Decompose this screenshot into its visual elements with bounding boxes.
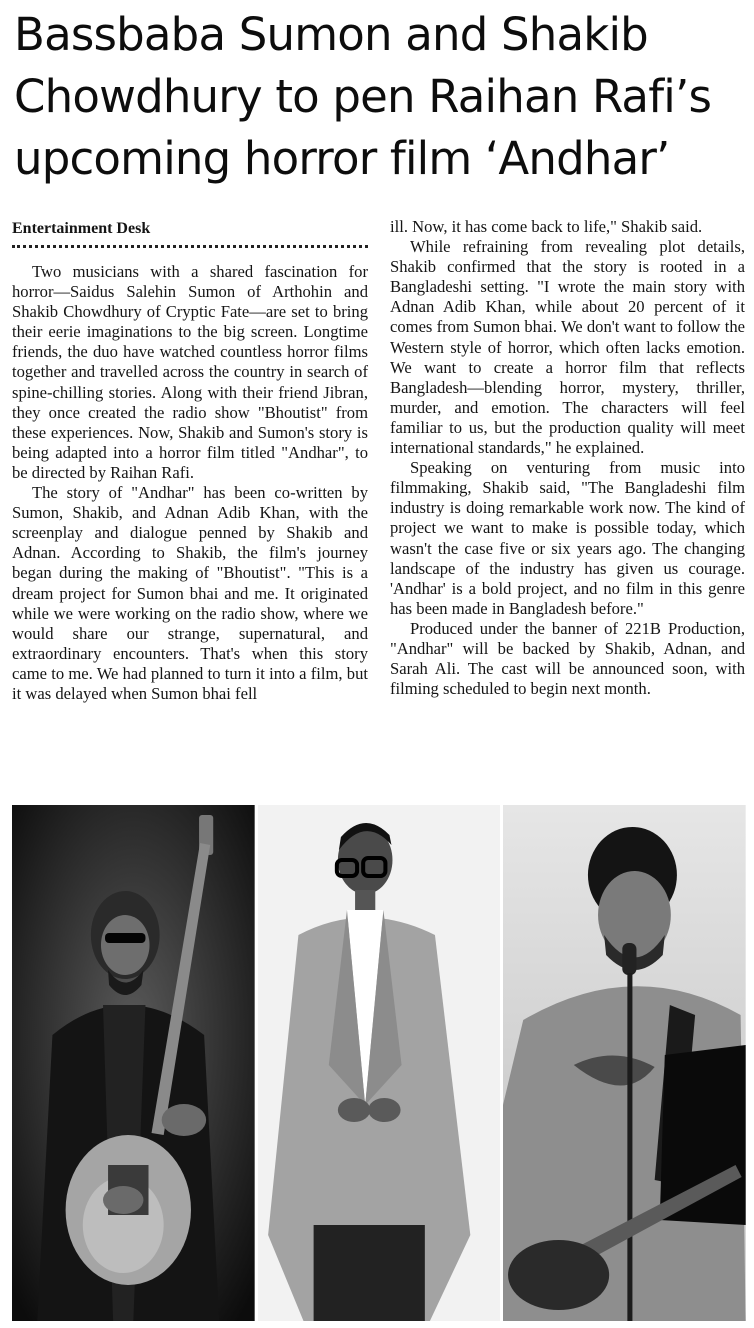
paragraph: While refraining from revealing plot details, Shakib confirmed that the story is rooted in a Bangladeshi setting. "I wrote the main story with Adnan Adib Khan, while about 20 percent of it comes from Sumon bhai. We don't want to follow the Western style of horror, which often lacks emotion. We want to create a horror film that reflects Bangladesh—blending horror, mystery, thriller, murder, and emotion. The characters will feel familiar to us, but the production quality will meet international standards," he explained. [390,237,745,458]
photo-bassist-with-guitar [12,805,255,1321]
photo-musician-at-microphone [503,805,746,1321]
photo-man-in-blazer [258,805,501,1321]
paragraph: The story of "Andhar" has been co-written by Sumon, Shakib, and Adnan Adib Khan, with the screenplay and dialogue penned by Shakib and Adnan. According to Shakib, the film's journey began during the making of "Bhoutist". "This is a dream project for Sumon bhai and me. It originated while we were working on the radio show, where we would share our strange, supernatural, and extraordinary encounters. That's when this story came to me. We had planned to turn it into a film, but it was delayed when Sumon bhai fell [12,483,368,703]
headline: Bassbaba Sumon and Shakib Chowdhury to pen Raihan Rafi’s upcoming horror film ‘Andhar’ [14,8,712,185]
paragraph: Two musicians with a shared fascination for horror—Saidus Salehin Sumon of Arthohin and Shakib Chowdhury of Cryptic Fate—are set to bring their eerie imaginations to the big screen. Longtime friends, the duo have watched countless horror films together and travelled across the country in search of spine-chilling stories. Along with their friend Jibran, they once created the radio show "Bhoutist" from these experiences. Now, Shakib and Sumon's story is being adapted into a horror film titled "Andhar", to be directed by Raihan Rafi. [12,262,368,482]
byline: Entertainment Desk [12,217,368,248]
person-at-microphone-icon [503,805,746,1321]
article-column-left [12,217,368,704]
paragraph-continuation: ill. Now, it has come back to life," Shakib said. [390,217,703,236]
paragraph: Produced under the banner of 221B Production, "Andhar" will be backed by Shakib, Adnan, and Sarah Ali. The cast will be announced soon, with filming scheduled to begin next month. [390,618,745,699]
person-with-bass-guitar-icon [12,805,255,1321]
person-in-suit-icon [258,805,501,1321]
photo-strip [12,805,746,1321]
article-column-right [390,217,745,699]
paragraph: Speaking on venturing from music into filmmaking, Shakib said, "The Bangladeshi film industry is doing remarkable work now. The kind of project we want to make is possible today, which wasn't the case five or six years ago. The changing landscape of the industry has given us courage. 'Andhar' is a bold project, and no film in this genre has been made in Bangladesh before." [390,458,745,618]
